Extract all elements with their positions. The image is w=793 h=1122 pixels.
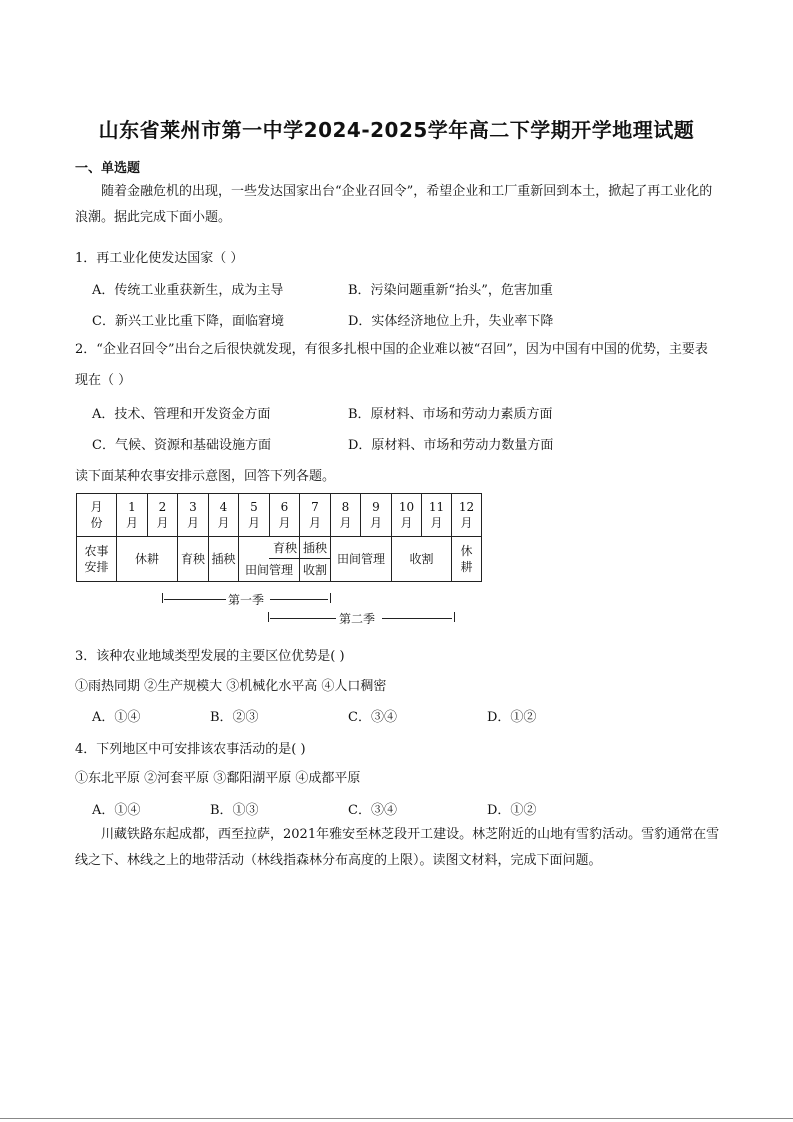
month-cell: 6 月 (270, 494, 300, 537)
month-cell: 11 月 (422, 494, 452, 537)
question-1-stem: 1．再工业化使发达国家（ ） (75, 251, 244, 266)
page-bottom-rule (0, 1118, 793, 1119)
passage-farm-diagram: 读下面某种农事安排示意图，回答下列各题。 (75, 469, 336, 484)
activity-seedling-2: 育秧 (272, 541, 297, 555)
passage-financial-crisis: 随着金融危机的出现，一些发达国家出台“企业召回令”，希望企业和工厂重新回到本土，掀起了再工业化的浪潮。据此完成下面小题。 (75, 184, 713, 225)
question-4-option-a[interactable]: A．①④ (92, 803, 141, 818)
season-2-arrow-right (382, 618, 452, 619)
question-4-option-c[interactable]: C．③④ (348, 803, 397, 818)
question-3-option-c[interactable]: C．③④ (348, 710, 397, 725)
season-1-arrow-left (164, 599, 226, 600)
page-title: 山东省莱州市第一中学2024-2025学年高二下学期开学地理试题 (98, 118, 695, 142)
season-1-label: 第一季 (228, 593, 265, 607)
season-1-end-tick (330, 593, 331, 603)
month-header-cell: 月 份 (77, 494, 117, 537)
question-3-option-d[interactable]: D．①② (487, 710, 537, 725)
question-3-option-b[interactable]: B．②③ (210, 710, 259, 725)
question-4-option-d[interactable]: D．①② (487, 803, 537, 818)
activity-field-management-2: 田间管理 (331, 537, 392, 582)
question-2-stem: 2．“企业召回令”出台之后很快就发现，有很多扎根中国的企业难以被“召回”，因为中国有中国的优势，主要表现在（ ） (75, 342, 708, 388)
month-cell: 10 月 (392, 494, 422, 537)
season-1-start-tick (162, 593, 163, 603)
question-2-option-a[interactable]: A．技术、管理和开发资金方面 (92, 407, 271, 422)
month-cell: 3 月 (178, 494, 209, 537)
farm-schedule-table (76, 493, 482, 582)
activity-fallow-1: 休耕 (117, 537, 178, 582)
section-heading: 一、单选题 (75, 161, 141, 176)
month-cell: 8 月 (331, 494, 361, 537)
activity-row (77, 537, 482, 582)
month-cell: 9 月 (361, 494, 392, 537)
passage-sichuan-tibet-railway: 川藏铁路东起成都，西至拉萨，2021年雅安至林芝段开工建设。林芝附近的山地有雪豹活动。雪豹通常在雪线之下、林线之上的地带活动（林线指森林分布高度的上限）。读图文材料，完成下面问题。 (75, 827, 720, 868)
season-2-label: 第二季 (339, 612, 376, 626)
activity-fallow-2: 休 耕 (452, 537, 482, 582)
season-2-arrow-left (270, 618, 336, 619)
activity-transplant-2: 插秧 (302, 541, 327, 555)
season-2-end-tick (454, 612, 455, 622)
activity-seedling-1: 育秧 (178, 537, 209, 582)
question-4-option-b[interactable]: B．①③ (210, 803, 259, 818)
question-3-option-a[interactable]: A．①④ (92, 710, 141, 725)
month-cell: 5 月 (239, 494, 270, 537)
month-cell: 1 月 (117, 494, 148, 537)
season-1-arrow-right (270, 599, 328, 600)
month-row (77, 494, 482, 537)
month-cell: 2 月 (148, 494, 178, 537)
activity-harvest-1: 收割 (302, 563, 327, 577)
activity-header-cell: 农事 安排 (77, 537, 117, 582)
month-cell: 7 月 (300, 494, 331, 537)
question-1-option-b[interactable]: B．污染问题重新“抬头”，危害加重 (348, 283, 553, 298)
question-1-option-d[interactable]: D．实体经济地位上升，失业率下降 (348, 314, 554, 329)
activity-harvest-2: 收割 (392, 537, 452, 582)
question-2-option-d[interactable]: D．原材料、市场和劳动力数量方面 (348, 438, 554, 453)
question-4-stem: 4．下列地区中可安排该农事活动的是( ) (75, 742, 306, 757)
month-cell: 4 月 (209, 494, 239, 537)
activity-field-management-1: 田间管理 (244, 563, 293, 577)
question-1-option-c[interactable]: C．新兴工业比重下降，面临窘境 (92, 314, 284, 329)
question-1-option-a[interactable]: A．传统工业重获新生，成为主导 (92, 283, 284, 298)
question-2-option-b[interactable]: B．原材料、市场和劳动力素质方面 (348, 407, 553, 422)
month-cell: 12 月 (452, 494, 482, 537)
activity-transplant-1: 插秧 (209, 537, 239, 582)
question-3-stem: 3．该种农业地域类型发展的主要区位优势是( ) (75, 649, 345, 664)
season-2-start-tick (268, 612, 269, 622)
question-2-option-c[interactable]: C．气候、资源和基础设施方面 (92, 438, 271, 453)
question-3-choices: ①雨热同期 ②生产规模大 ③机械化水平高 ④人口稠密 (75, 679, 387, 694)
activity-split-cell-7 (300, 537, 331, 582)
question-4-choices: ①东北平原 ②河套平原 ③鄱阳湖平原 ④成都平原 (75, 771, 361, 786)
activity-split-cell (239, 537, 300, 582)
